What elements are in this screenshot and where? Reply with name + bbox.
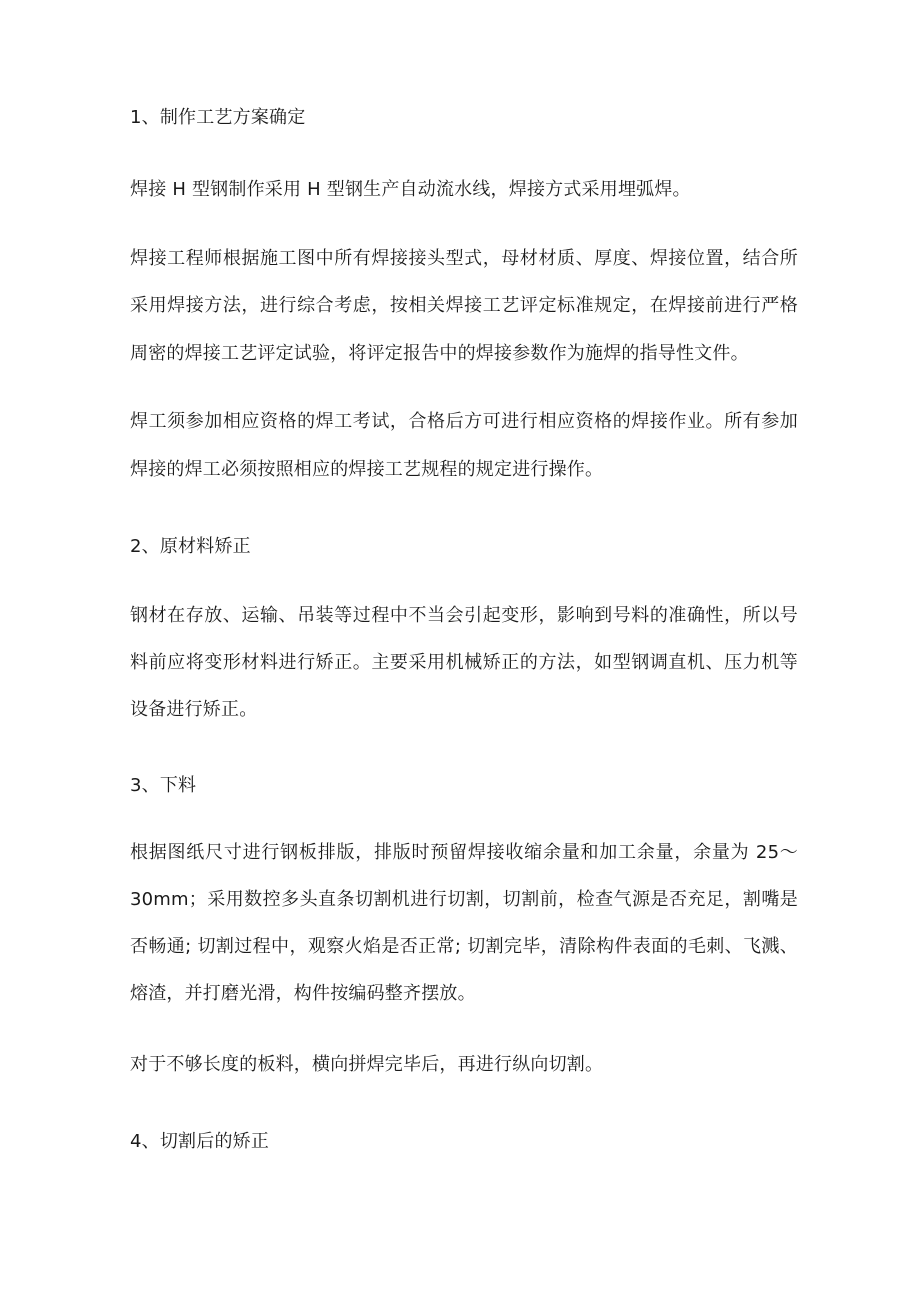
paragraph-line: 否畅通; 切割过程中，观察火焰是否正常; 切割完毕，清除构件表面的毛刺、飞溅、 bbox=[130, 936, 798, 957]
paragraph-line: 周密的焊接工艺评定试验，将评定报告中的焊接参数作为施焊的指导性文件。 bbox=[130, 343, 749, 364]
paragraph-line: 焊接工程师根据施工图中所有焊接接头型式，母材材质、厚度、焊接位置，结合所 bbox=[130, 248, 798, 269]
paragraph-line: 焊工须参加相应资格的焊工考试，合格后方可进行相应资格的焊接作业。所有参加 bbox=[130, 411, 798, 432]
paragraph-line: 熔渣，并打磨光滑，构件按编码整齐摆放。 bbox=[130, 983, 476, 1004]
paragraph-line: 采用焊接方法，进行综合考虑，按相关焊接工艺评定标准规定，在焊接前进行严格 bbox=[130, 295, 798, 316]
paragraph-line: 根据图纸尺寸进行钢板排版，排版时预留焊接收缩余量和加工余量，余量为 25～ bbox=[130, 842, 798, 863]
section-heading-3: 3、下料 bbox=[130, 775, 197, 796]
section-heading-2: 2、原材料矫正 bbox=[130, 536, 251, 557]
paragraph-line: 对于不够长度的板料，横向拼焊完毕后，再进行纵向切割。 bbox=[130, 1054, 604, 1075]
paragraph-line: 设备进行矫正。 bbox=[130, 699, 258, 720]
paragraph-line: 30mm；采用数控多头直条切割机进行切割，切割前，检查气源是否充足，割嘴是 bbox=[130, 889, 798, 910]
section-heading-1: 1、制作工艺方案确定 bbox=[130, 107, 306, 128]
paragraph-line: 钢材在存放、运输、吊装等过程中不当会引起变形，影响到号料的准确性，所以号 bbox=[130, 605, 798, 626]
paragraph-line: 焊接的焊工必须按照相应的焊接工艺规程的规定进行操作。 bbox=[130, 459, 604, 480]
section-heading-4: 4、切割后的矫正 bbox=[130, 1131, 270, 1152]
paragraph-line: 料前应将变形材料进行矫正。主要采用机械矫正的方法，如型钢调直机、压力机等 bbox=[130, 652, 798, 673]
paragraph-line: 焊接 H 型钢制作采用 H 型钢生产自动流水线，焊接方式采用埋弧焊。 bbox=[130, 179, 691, 200]
